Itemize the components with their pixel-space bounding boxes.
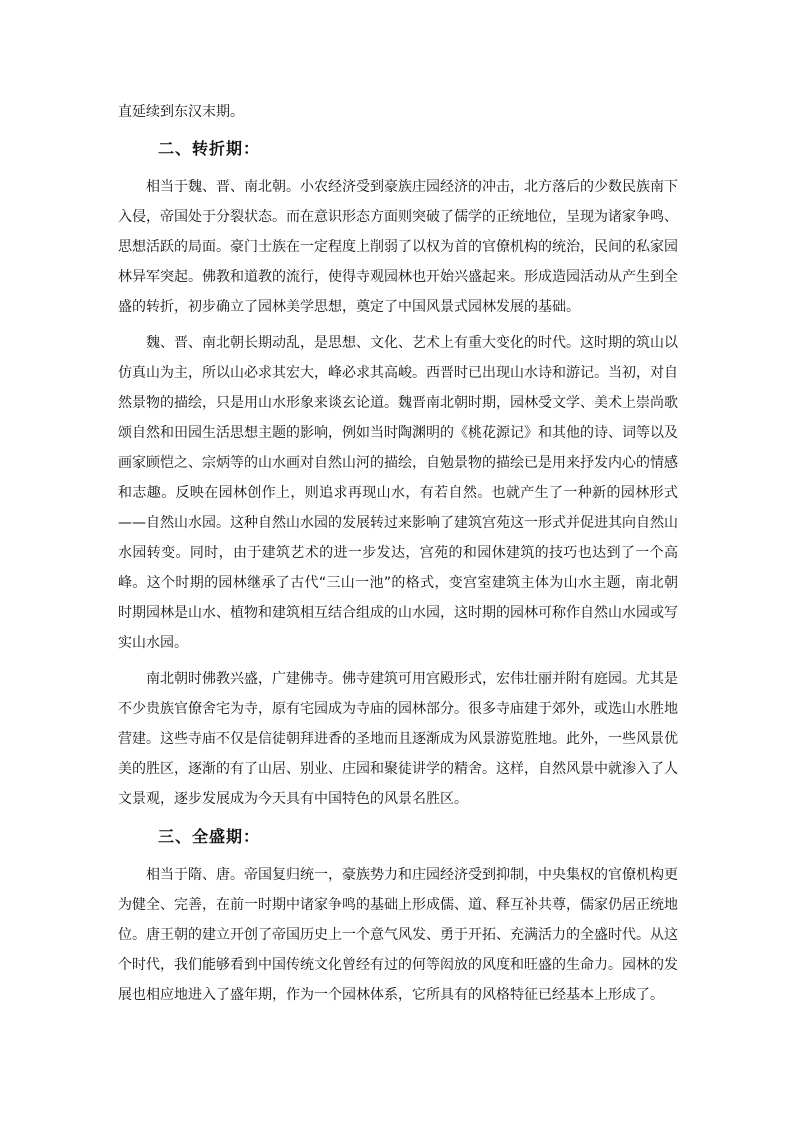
- section-heading-transition: 二、转折期：: [158, 139, 261, 158]
- paragraph: 相当于隋、唐。帝国复归统一，豪族势力和庄园经济受到抑制，中央集权的官僚机构更为健全、完善，在前一时期中诸家争鸣的基础上形成儒、道、释互补共尊，儒家仍居正统地位。唐王朝的建立开创了帝国历史上一个意气风发、勇于开拓、充满活力的全盛时代。从这个时代，我们能够看到中国传统文化曾经有过的何等闳放的风度和旺盛的生命力。园林的发展也相应地进入了盛年期，作为一个园林体系，它所具有的风格特征已经基本上形成了。: [118, 867, 678, 1003]
- continuation-line: 直延续到东汉末期。: [118, 104, 244, 120]
- section-heading-peak: 三、全盛期：: [158, 827, 261, 846]
- paragraph: 魏、晋、南北朝长期动乱，是思想、文化、艺术上有重大变化的时代。这时期的筑山以仿真山为主，所以山必求其宏大，峰必求其高峻。西晋时已出现山水诗和游记。当初，对自然景物的描绘，只是用山水形象来谈玄论道。魏晋南北朝时期，园林受文学、美术上崇尚歌颂自然和田园生活思想主题的影响，例如当时陶渊明的《桃花源记》和其他的诗、词等以及画家顾恺之、宗炳等的山水画对自然山河的描绘，自勉景物的描绘已是用来抒发内心的情感和志趣。反映在园林创作上，则追求再现山水，有若自然。也就产生了一种新的园林形式——自然山水园。这种自然山水园的发展转过来影响了建筑宫苑这一形式并促进其向自然山水园转变。同时，由于建筑艺术的进一步发达，宫苑的和园休建筑的技巧也达到了一个高峰。这个时期的园林继承了古代“三山一池”的格式，变宫室建筑主体为山水主题，南北朝时期园林是山水、植物和建筑相互结合组成的山水园，这时期的园林可称作自然山水园或写实山水园。: [118, 335, 678, 651]
- paragraph: 南北朝时佛教兴盛，广建佛寺。佛寺建筑可用宫殿形式，宏伟壮丽并附有庭园。尤其是不少贵族官僚舍宅为寺，原有宅园成为寺庙的园林部分。很多寺庙建于郊外，或选山水胜地营建。这些寺庙不仅是信徒朝拜进香的圣地而且逐渐成为风景游览胜地。此外，一些风景优美的胜区，逐渐的有了山居、别业、庄园和聚徒讲学的精舍。这样，自然风景中就渗入了人文景观，逐步发展成为今天具有中国特色的风景名胜区。: [118, 671, 678, 807]
- paragraph: 相当于魏、晋、南北朝。小农经济受到豪族庄园经济的冲击，北方落后的少数民族南下入侵，帝国处于分裂状态。而在意识形态方面则突破了儒学的正统地位，呈现为诸家争鸣、思想活跃的局面。豪门士族在一定程度上削弱了以权为首的官僚机构的统治，民间的私家园林异军突起。佛教和道教的流行，使得寺观园林也开始兴盛起来。形成造园活动从产生到全盛的转折，初步确立了园林美学思想，奠定了中国风景式园林发展的基础。: [118, 179, 678, 315]
- document-body: [118, 98, 678, 1016]
